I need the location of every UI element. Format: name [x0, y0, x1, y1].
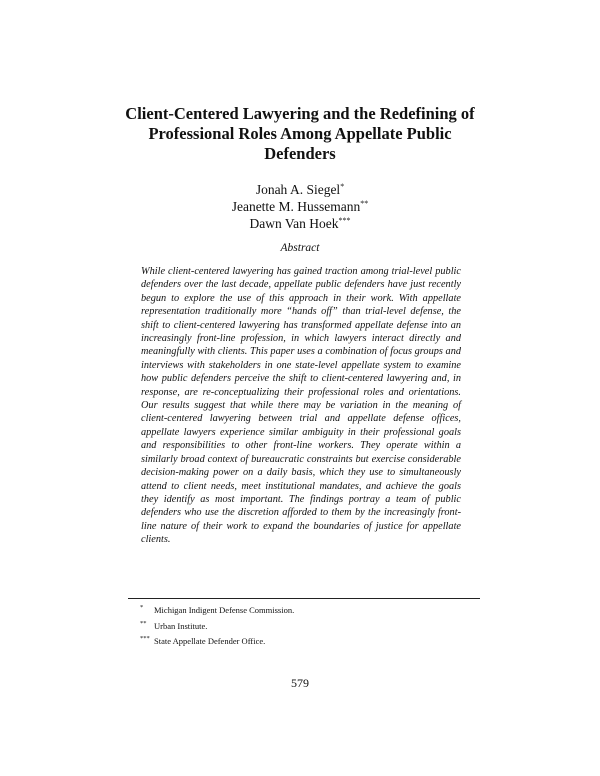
author-footnote-mark: ***: [338, 216, 351, 225]
paper-title: [110, 104, 490, 164]
footnote: [128, 619, 480, 635]
abstract-heading: Abstract: [280, 242, 320, 254]
page-number: 579: [291, 676, 309, 690]
footnote-mark: **: [140, 619, 147, 627]
author: [150, 181, 450, 198]
footnote-mark: *: [140, 604, 144, 611]
footnote-text: Urban Institute.: [154, 620, 208, 631]
author-list: [150, 181, 450, 232]
title-line-2: Professional Roles Among Appellate Public: [148, 124, 452, 143]
footnote-divider: [128, 598, 480, 599]
footnote: [128, 603, 480, 619]
author-name: Dawn Van Hoek: [249, 216, 339, 231]
author-footnote-mark: **: [360, 199, 369, 208]
author: [150, 198, 450, 215]
footnote-text: State Appellate Defender Office.: [154, 636, 266, 646]
author: [150, 215, 450, 232]
author-footnote-mark: *: [340, 182, 345, 191]
title-line-1: Client-Centered Lawyering and the Redefining of: [125, 104, 475, 123]
abstract-text: While client-centered lawyering has gained traction among trial-level public defenders over the last decade, appellate public defenders have just recently begun to explore the use of this approach in their work. With appellate representation traditionally more “hands off” than trial-level defense, the shift to client-centered lawyering has transformed appellate defense into an increasingly front-line profession, in which lawyers interact directly and meaningfully with clients. This paper uses a combination of focus groups and interviews with stakeholders in one state-level appellate system to examine how public defenders perceive the shift to client-centered lawyering and, in response, are re-conceptualizing their professional roles and orientations. Our results suggest that while there may be variation in the meaning of client-centered lawyering between trial and appellate defense offices, appellate lawyers experience similar ambiguity in their professional goals and responsibilities to other front-line workers. They operate within a similarly broad context of bureaucratic constraints but exercise considerable decision-making power on a daily basis, which they use to simultaneously attend to client needs, meet institutional mandates, and achieve the goals they identify as most important. The findings portray a team of public defenders who use the discretion afforded to them by the increasingly front-line nature of their work to expand the boundaries of justice for appellate clients.: [141, 266, 461, 546]
footnote-mark: ***: [140, 635, 150, 642]
footnote-text: Michigan Indigent Defense Commission.: [154, 605, 295, 615]
author-name: Jeanette M. Hussemann: [231, 199, 361, 214]
footnotes: [128, 603, 480, 650]
title-line-3: Defenders: [264, 144, 336, 163]
footnote: [128, 634, 480, 650]
author-name: Jonah A. Siegel: [255, 182, 341, 197]
